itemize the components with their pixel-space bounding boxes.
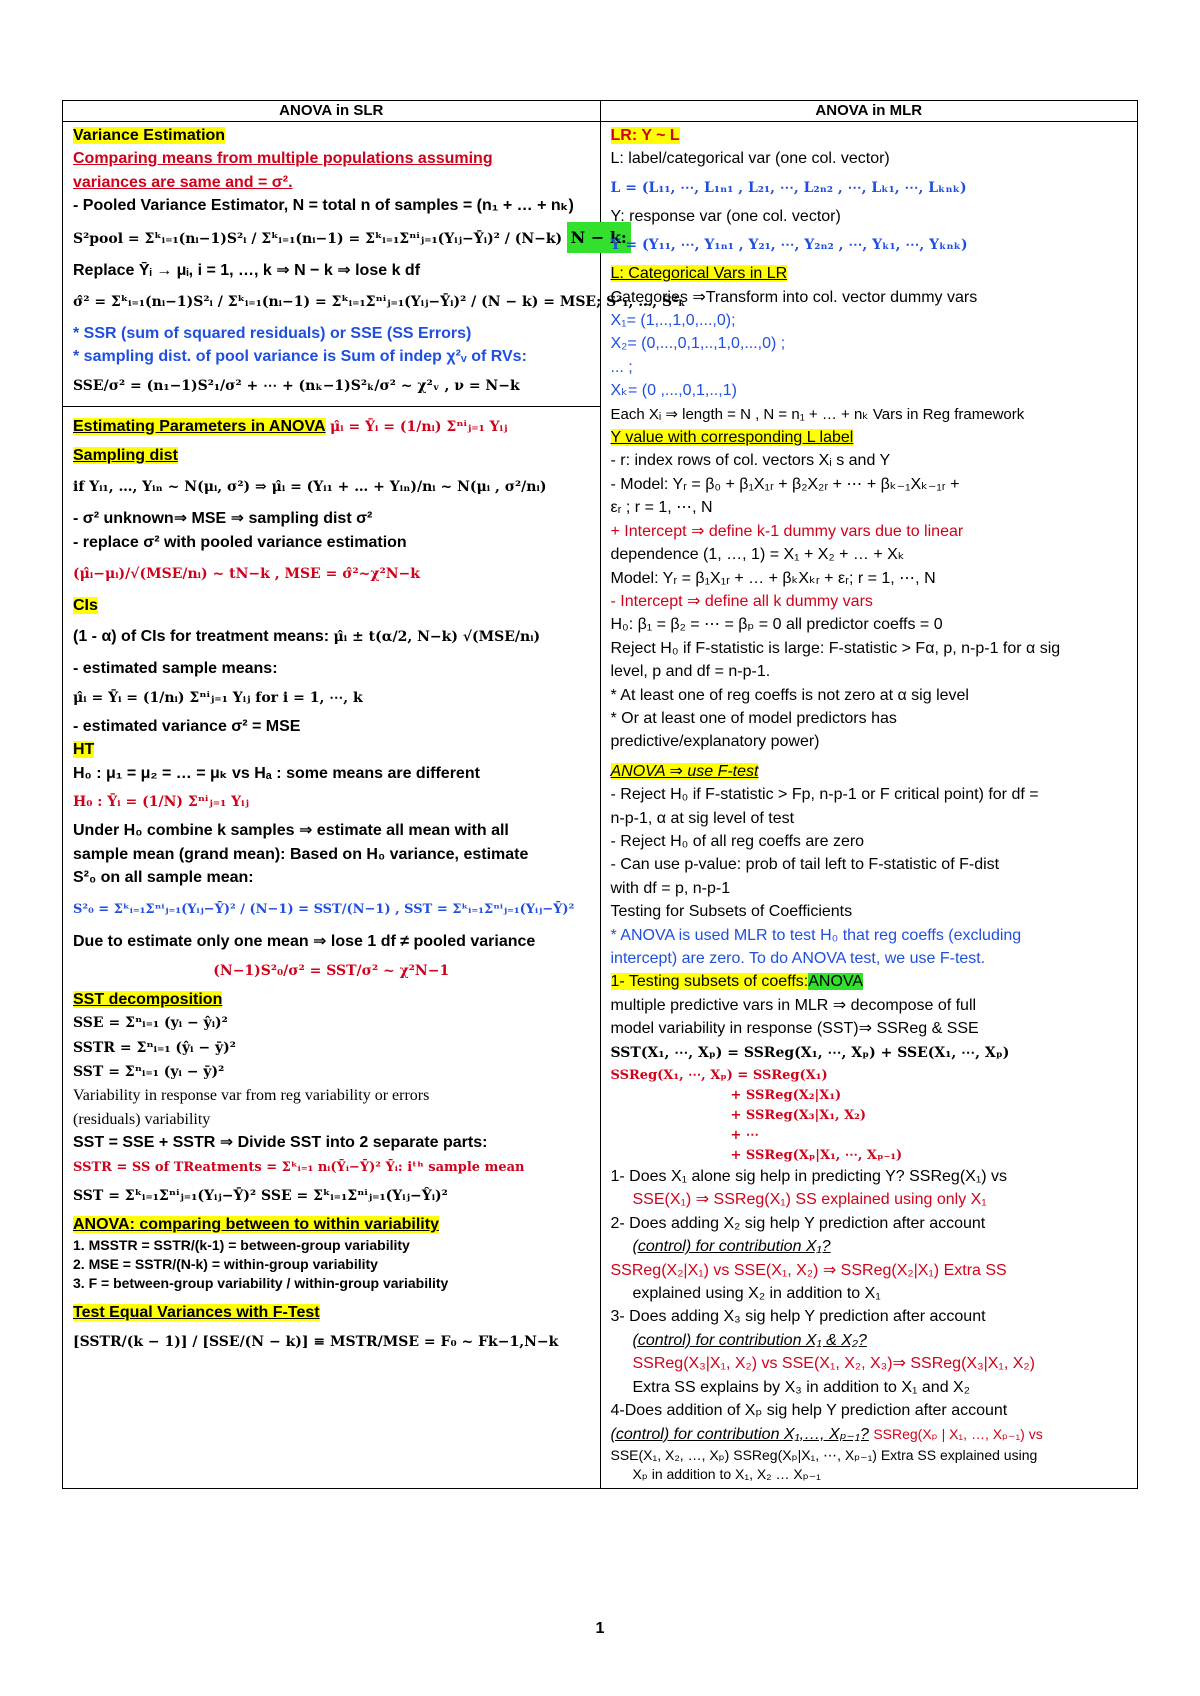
model-line: Model: Yᵣ = β₁X₁ᵣ + … + βₖXₖᵣ + εᵣ; r = 1, ⋯, N (610, 569, 936, 587)
text-line: * At least one of reg coeffs is not zero at α sig level (610, 686, 969, 704)
section-anova-comparing: ANOVA: comparing between to within variability (73, 1215, 439, 1233)
formula-ssreg-term: + SSReg(X₂|X₁) (730, 1088, 842, 1104)
formula-sse: SSE = Σⁿᵢ₌₁ (yᵢ − ŷᵢ)² (73, 1015, 228, 1032)
formula-pooled-variance: S²pool = Σᵏᵢ₌₁(nᵢ−1)S²ᵢ / Σᵏᵢ₌₁(nᵢ−1) = Σᵏᵢ₌₁Σⁿⁱⱼ₌₁(Yᵢⱼ−Ȳᵢ)² / (N−k) (73, 230, 563, 247)
formula-sigma-hat: σ̂² = Σᵏᵢ₌₁(nᵢ−1)S²ᵢ / Σᵏᵢ₌₁(nᵢ−1) = Σᵏᵢ₌₁Σⁿⁱⱼ₌₁(Yᵢⱼ−Ȳᵢ)² / (N − k) = MSE; S²₁, …, S²ₖ (73, 294, 686, 311)
text-line: explained using X₂ in addition to X₁ (632, 1285, 881, 1303)
dummy-var-line: X₂= (0,...,0,1,..,1,0,...,0) ; (610, 335, 786, 353)
text-line: - replace σ² with pooled variance estimation (73, 533, 407, 551)
anova-comparison-table (62, 100, 1138, 1489)
formula-sample-means: μ̂ᵢ = Ȳᵢ = (1/nᵢ) Σⁿⁱⱼ₌₁ Yᵢⱼ for i = 1, ⋯, k (73, 689, 363, 706)
text-line: sample mean (grand mean): Based on H₀ variance, estimate (73, 845, 529, 863)
question-line: 4-Does addition of Xₚ sig help Y prediction after account (610, 1402, 1008, 1420)
text-line: Each Xᵢ ⇒ length = N , N = n₁ + … + nₖ Vars in Reg framework (610, 405, 1025, 423)
formula-t-dist: (μ̂ᵢ−μᵢ)/√(MSE/nᵢ) ~ tN−k , MSE = σ̂²~χ²N−k (73, 566, 420, 583)
list-item: 3. F = between-group variability / within-group variability (73, 1275, 449, 1292)
page-number: 1 (595, 1620, 605, 1637)
text-line: (control) for contribution X₁ & X₂? (632, 1331, 867, 1349)
section-testing-subsets: 1- Testing subsets of coeffs: (610, 973, 809, 991)
formula-ssreg-seq: SSReg(X₁, ⋯, Xₚ) = SSReg(X₁) (610, 1068, 828, 1084)
note-line: * sampling dist. of pool variance is Sum of indep χ²ᵥ of RVs: (73, 348, 527, 366)
text-line: n-p-1, α at sig level of test (610, 809, 795, 827)
intercept-line: + Intercept ⇒ define k-1 dummy vars due to linear (610, 522, 964, 540)
text-line: (control) for contribution X₁,…, Xₚ₋₁? (610, 1425, 869, 1443)
text-line: SSReg(X₃|X₁, X₂) vs SSE(X₁, X₂, X₃)⇒ SSReg(X₃|X₁, X₂) (632, 1355, 1035, 1373)
text-line: level, p and df = n-p-1. (610, 663, 771, 681)
text-line: - Reject H₀ if F-statistic > Fp, n-p-1 or F critical point) for df = (610, 786, 1039, 804)
section-test-equal-variances: Test Equal Variances with F-Test (73, 1304, 320, 1322)
hypothesis-line: H₀ : μ₁ = μ₂ = … = μₖ vs Hₐ : some means are different (73, 764, 480, 782)
text-line: SST = SSE + SSTR ⇒ Divide SST into 2 separate parts: (73, 1134, 488, 1152)
text-line: Under H₀ combine k samples ⇒ estimate all mean with all (73, 822, 509, 840)
note-line: * ANOVA is used MLR to test H₀ that reg coeffs (excluding (610, 926, 1022, 944)
formula-y-vector: Y = (Y₁₁, ⋯, Y₁ₙ₁ , Y₂₁, ⋯, Y₂ₙ₂ , ⋯, Yₖ₁, ⋯, Yₖₙₖ) (610, 237, 968, 254)
list-item: 1. MSSTR = SSTR/(k-1) = between-group variability (73, 1237, 410, 1254)
section-variance-estimation: Variance Estimation (73, 127, 226, 144)
formula-ssreg-term: + SSReg(X₃|X₁, X₂) (730, 1108, 866, 1124)
question-line: 1- Does X₁ alone sig help in predicting Y? SSReg(X₁) vs (610, 1168, 1007, 1186)
formula-sstr-treatments: SSTR = SS of TReatments = Σᵏᵢ₌₁ nᵢ(Ȳᵢ−Ȳ)² Ȳᵢ: iᵗʰ sample mean (73, 1159, 525, 1175)
text-line: - Reject H₀ of all reg coeffs are zero (610, 832, 865, 850)
text-line: Variability in response var from reg variability or errors (73, 1087, 430, 1105)
section-sampling-dist: Sampling dist (73, 446, 178, 464)
formula-sstr: SSTR = Σⁿᵢ₌₁ (ŷᵢ − ȳ)² (73, 1039, 236, 1056)
text-line: - Can use p-value: prob of tail left to F-statistic of F-dist (610, 856, 1000, 874)
text-line: dependence (1, …, 1) = X₁ + X₂ + … + Xₖ (610, 546, 905, 564)
text-line: Due to estimate only one mean ⇒ lose 1 df ≠ pooled variance (73, 933, 536, 951)
text-line: Extra SS explains by X₃ in addition to X₁ and X₂ (632, 1378, 970, 1396)
text-line: (1 - α) of CIs for treatment means: (73, 628, 330, 646)
text-line: - σ² unknown⇒ MSE ⇒ sampling dist σ² (73, 510, 373, 528)
table-body-row (63, 122, 1138, 1489)
section-ht: HT (73, 741, 95, 759)
text-line: - estimated variance σ² = MSE (73, 717, 301, 735)
dummy-var-line: Xₖ= (0 ,...,0,1,..,1) (610, 382, 737, 400)
model-line: εᵣ ; r = 1, ⋯, N (610, 499, 713, 517)
column-header-mlr: ANOVA in MLR (600, 101, 1138, 122)
mlr-column (600, 122, 1138, 1489)
text-line: * Or at least one of model predictors has (610, 709, 897, 727)
list-item: 2. MSE = SSTR/(N-k) = within-group variability (73, 1256, 378, 1273)
formula-mu-hat: μ̂ᵢ = Ȳᵢ = (1/nᵢ) Σⁿⁱⱼ₌₁ Yᵢⱼ (329, 418, 508, 435)
anova-badge: ANOVA (808, 973, 864, 991)
formula-ci: μ̂ᵢ ± t(α/2, N−k) √(MSE/nᵢ) (333, 629, 541, 646)
no-intercept-line: - Intercept ⇒ define all k dummy vars (610, 592, 873, 610)
text-line: - estimated sample means: (73, 660, 278, 678)
formula-sst: SST = Σⁿᵢ₌₁ (yᵢ − ȳ)² (73, 1063, 225, 1080)
formula-sst-decomp: SST(X₁, ⋯, Xₚ) = SSReg(X₁, ⋯, Xₚ) + SSE(X₁, ⋯, Xₚ) (610, 1044, 1010, 1061)
text-line: multiple predictive vars in MLR ⇒ decompose of full (610, 996, 977, 1014)
dummy-var-line: X₁= (1,..,1,0,...,0); (610, 312, 736, 330)
section-lr-y-l: LR: Y ~ L (610, 127, 680, 144)
text-line: H₀: β₁ = β₂ = ⋯ = βₚ = 0 all predictor coeffs = 0 (610, 616, 943, 634)
text-line: Comparing means from multiple populations assuming (73, 150, 493, 168)
text-line: Testing for Subsets of Coefficients (610, 903, 853, 921)
formula-sampling-dist: if Yᵢ₁, …, Yᵢₙ ~ N(μᵢ, σ²) ⇒ μ̂ᵢ = (Yᵢ₁ + … + Yᵢₙ)/nᵢ ~ N(μᵢ , σ²/nᵢ) (73, 479, 547, 496)
section-estimating-parameters: Estimating Parameters in ANOVA (73, 417, 326, 435)
text-line: (control) for contribution X₁? (632, 1238, 831, 1256)
section-cis: CIs (73, 597, 98, 615)
section-y-value-label: Y value with corresponding L label (610, 429, 854, 447)
text-line: (residuals) variability (73, 1110, 211, 1128)
formula-chi-n-1: (N−1)S²₀/σ² = SST/σ² ~ χ²N−1 (213, 962, 450, 979)
formula-chi-square: SSE/σ² = (n₁−1)S²₁/σ² + ⋯ + (nₖ−1)S²ₖ/σ² ~ χ²ᵥ , ν = N−k (73, 377, 520, 394)
text-line: S²₀ on all sample mean: (73, 868, 254, 886)
formula-f-test: [SSTR/(k − 1)] / [SSE/(N − k)] ≡ MSTR/MSE = F₀ ~ Fk−1,N−k (73, 1333, 559, 1350)
section-anova-f-test: ANOVA ⇒ use F-test (610, 762, 759, 780)
formula-grand-variance: S²₀ = Σᵏᵢ₌₁Σⁿⁱⱼ₌₁(Yᵢⱼ−Ȳ)² / (N−1) = SST/(N−1) , SST = Σᵏᵢ₌₁Σⁿⁱⱼ₌₁(Yᵢⱼ−Ȳ)² (73, 902, 575, 918)
df-badge: N − k: (567, 222, 631, 253)
text-line: SSE(X₁, X₂, …, Xₚ) SSReg(Xₚ|X₁, ⋯, Xₚ₋₁) Extra SS explained using (610, 1446, 1038, 1463)
text-line: - r: index rows of col. vectors Xᵢ s and Y (610, 452, 891, 470)
text-line: Replace Ȳᵢ → μᵢ, i = 1, …, k ⇒ N − k ⇒ lose k df (73, 261, 421, 279)
formula-ssreg-term: + ⋯ (730, 1128, 759, 1144)
formula-sst-sse-double-sum: SST = Σᵏᵢ₌₁Σⁿⁱⱼ₌₁(Yᵢⱼ−Ȳ)² SSE = Σᵏᵢ₌₁Σⁿⁱⱼ₌₁(Yᵢⱼ−Ŷᵢ)² (73, 1187, 448, 1204)
question-line: 3- Does adding X₃ sig help Y prediction after account (610, 1308, 986, 1326)
text-line: L: label/categorical var (one col. vector) (610, 150, 890, 168)
text-line: predictive/explanatory power) (610, 733, 820, 751)
dummy-var-line: ... ; (610, 358, 633, 376)
document-page (62, 100, 1138, 1489)
question-line: 2- Does adding X₂ sig help Y prediction after account (610, 1214, 986, 1232)
section-divider (63, 406, 600, 407)
text-line: SSReg(X₂|X₁) vs SSE(X₁, X₂) ⇒ SSReg(X₂|X₁) Extra SS (610, 1261, 1007, 1279)
text-line: with df = p, n-p-1 (610, 879, 731, 897)
text-line: Reject H₀ if F-statistic is large: F-statistic > Fα, p, n-p-1 for α sig (610, 639, 1061, 657)
section-categorical-vars: L: Categorical Vars in LR (610, 265, 788, 283)
text-line: model variability in response (SST)⇒ SSReg & SSE (610, 1020, 979, 1038)
table-header-row (63, 101, 1138, 122)
formula-l-vector: L = (L₁₁, ⋯, L₁ₙ₁ , L₂₁, ⋯, L₂ₙ₂ , ⋯, Lₖ₁, ⋯, Lₖₙₖ) (610, 179, 967, 196)
section-sst-decomposition: SST decomposition (73, 990, 223, 1008)
note-line: * SSR (sum of squared residuals) or SSE (SS Errors) (73, 325, 472, 343)
text-line: SSReg(Xₚ | X₁, …, Xₚ₋₁) vs (873, 1425, 1043, 1442)
text-line: Xₚ in addition to X₁, X₂ … Xₚ₋₁ (632, 1465, 821, 1482)
text-line: SSE(X₁) ⇒ SSReg(X₁) SS explained using only X₁ (632, 1191, 987, 1209)
model-line: - Model: Yᵣ = β₀ + β₁X₁ᵣ + β₂X₂ᵣ + ⋯ + βₖ₋₁Xₖ₋₁ᵣ + (610, 475, 960, 493)
column-header-slr: ANOVA in SLR (63, 101, 601, 122)
formula-h0: H₀ : Ȳᵢ = (1/N) Σⁿⁱⱼ₌₁ Yᵢⱼ (73, 794, 249, 811)
text-line: Y: response var (one col. vector) (610, 207, 841, 225)
formula-ssreg-term: + SSReg(Xₚ|X₁, ⋯, Xₚ₋₁) (730, 1148, 903, 1164)
text-line: Categories ⇒Transform into col. vector dummy vars (610, 288, 978, 306)
note-line: intercept) are zero. To do ANOVA test, we use F-test. (610, 950, 986, 967)
text-line: variances are same and = σ². (73, 173, 293, 191)
text-line: - Pooled Variance Estimator, N = total n of samples = (n₁ + … + nₖ) (73, 197, 574, 215)
